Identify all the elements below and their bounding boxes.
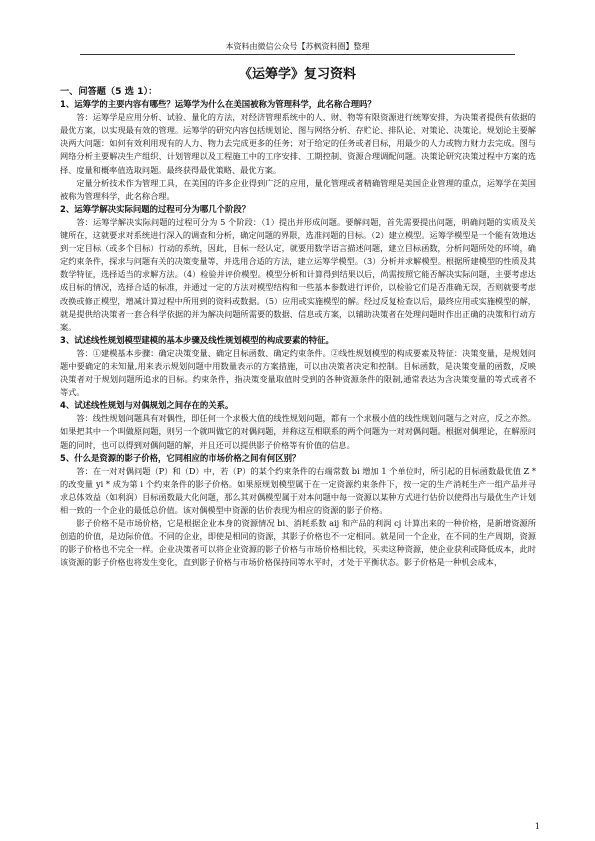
document-title: 《运筹学》复习资料 (238, 67, 356, 82)
document-body (60, 85, 536, 569)
question-3: 3、试述线性规划模型建模的基本步骤及线性规划模型的构成要素的特征。 (60, 334, 334, 345)
question-2: 2、运筹学解决实际问题的过程可分为哪几个阶段？ (60, 203, 251, 214)
answer-paragraph: 答：运筹学解决实际问题的过程可分为 5 个阶段：（1）提出并形成问题。要解问题，首先需要提出问题，明确问题的实质及关键所在，这就要求对系统进行深入的调查和分析，确定问题的界限，选准问题的目标。（2）建立模型。运筹学模型是一个能有效地达到一定目标（或多个目标）行动的系统，因此，目标一经认定，就要用数学语言描述问题，建立目标函数，分析问题所处的环境，确定约束条件，探求与问题有关的决策变量等，并选用合适的方法，建立运筹学模型。（3）分析并求解模型。根据所建模型的性质及其数学特征，选择适当的求解方法。（4）检验并评价模型。模型分析和计算得到结果以后，尚需按照它能否解决实际问题，主要考虑达成目标的情况，选择合适的标准，并通过一定的方法对模型结构和一些基本参数进行评价，以检验它们是否准确无误，否则就要考虑改换或修正模型，增减计算过程中所用到的资料或数据。（5）应用或实施模型的解。经过反复检查以后，最终应用或实施模型的解，就是提供给决策者一套合科学依据的并为解决问题所需要的数据、信息或方案，以辅助决策者在处理问题时作出正确的决策和行动方案。 (60, 216, 536, 332)
section-heading: 一、问答题（5 选 1）： (60, 86, 158, 97)
question-4: 4、试述线性规划与对偶规划之间存在的关系。 (60, 400, 234, 411)
answer-paragraph: 答：线性规划问题具有对偶性，即任何一个求极大值的线性规划问题，都有一个求极小值的线性规划问题与之对应，反之亦然。如果把其中一个叫做原问题，则另一个就叫做它的对偶问题，并称这互相联系的两个问题为一对对偶问题。根据对偶理论，在解原问题的同时，也可以得到对偶问题的解，并且还可以提供影子价格等有价值的信息。 (60, 413, 536, 450)
question-5: 5、什么是资源的影子价格，它同相应的市场价格之间有何区别？ (60, 452, 301, 463)
page-number: 1 (534, 822, 540, 831)
answer-paragraph: 答：在一对对偶问题（P）和（D）中，若（P）的某个约束条件的右端常数 bi 增加 1 个单位时，所引起的目标函数最优值 Z * 的改变量 yi * 成为第 i 个约束条件的影子价格。如果原规划模型属于在一定资源约束条件下，按一定的生产消耗生产一组产品并寻求总体效益（如利润）目标函数最大化问题，那么其对偶模型属于对本问题中每一资源以某种方式进行估价以使得出与最优生产计划相一致的一个企业的最低总价值。该对偶模型中资源的估价表现为相应的资源的影子价格。 (60, 465, 536, 515)
answer-paragraph: 答：①建模基本步骤：确定决策变量、确定目标函数、确定约束条件。②线性规划模型的构成要素及特征：决策变量，是规划问题中要确定的未知量,用来表示规划问题中用数量表示的方案措施，可以由决策者决定和控制。目标函数，是决策变量的函数，反映决策者对于规划问题所追求的目标。约束条件，指决策变量取值时受到的各种资源条件的限制,通常表达为含决策变量的等式或者不等式。 (60, 347, 536, 398)
answer-paragraph: 答：运筹学是应用分析、试验、量化的方法，对经济管理系统中的人、财、物等有限资源进行统筹安排，为决策者提供有依据的最优方案，以实现最有效的管理。运筹学的研究内容包括规划论、图与网络分析、存贮论、排队论、对策论、决策论。规划论主要解决两大问题：如何有效利用现有的人力、物力去完成更多的任务；对于给定的任务或者目标，用最少的人力或物力财力去完成。图与网络分析主要解决生产组织、计划管理以及工程施工中的工序安排、工期控制、资源合理调配问题。决策论研究决策过程中方案的选择、度量和概率值选取问题。最终获得最优策略、最优方案。 (60, 112, 536, 175)
question-1: 1、运筹学的主要内容有哪些？运筹学为什么在美国被称为管理科学，此名称合理吗？ (60, 99, 376, 110)
answer-paragraph: 定量分析技术作为管理工具，在美国的许多企业得到广泛的应用，量化管理或者精确管理是美国企业管理的重点，运筹学在美国被称为管理科学，此名称合理。 (60, 177, 536, 201)
page-header: 本资料由微信公众号【苏枫资料圈】整理 (80, 40, 515, 55)
answer-paragraph: 影子价格不是市场价格，它是根据企业本身的资源情况 bi、消耗系数 aij 和产品的利润 cj 计算出来的一种价格，是新增资源所创造的价值，是边际价值。不同的企业，即使是相同的资源，其影子价格也不一定相同。就是同一个企业，在不同的生产周期，资源的影子价格也不完全一样。企业决策者可以将企业资源的影子价格与市场价格相比较，买卖这种资源，使企业获利或降低成本，此时该资源的影子价格也将发生变化，直到影子价格与市场价格保持同等水平时，才处于平衡状态。影子价格是一种机会成本， (60, 518, 536, 568)
